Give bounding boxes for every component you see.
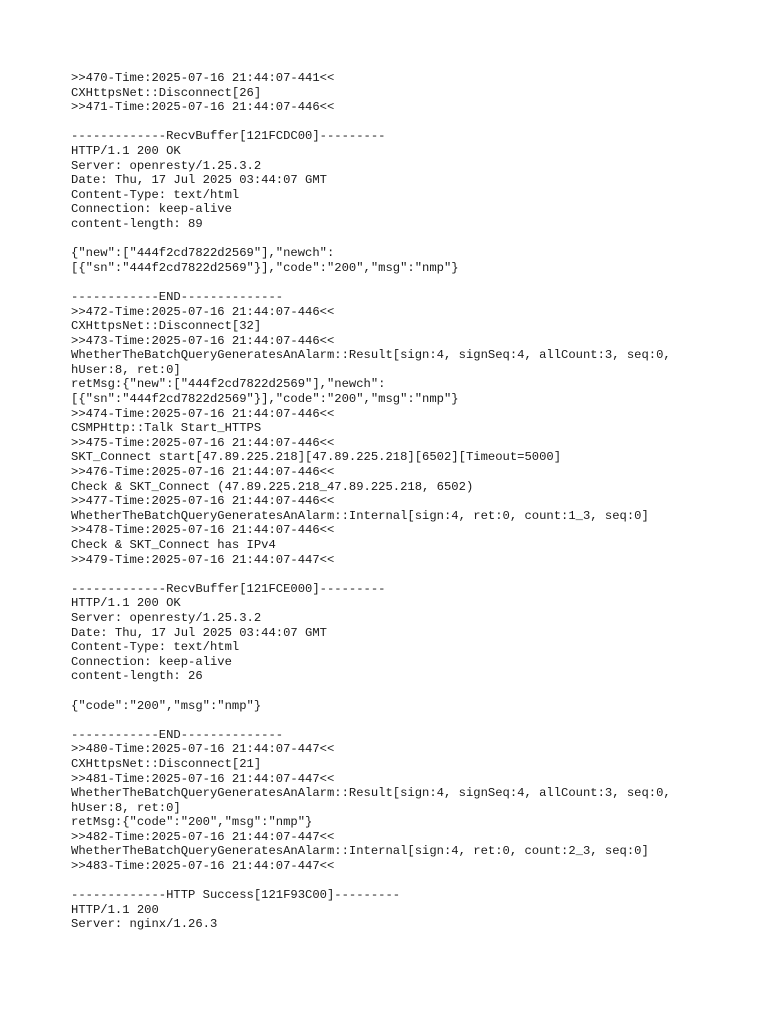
log-line: -------------RecvBuffer[121FCDC00]--------- [71,129,386,144]
log-line: {"code":"200","msg":"nmp"} [71,698,262,713]
log-line: CXHttpsNet::Disconnect[21] [71,756,262,771]
log-line: retMsg:{"new":["444f2cd7822d2569"],"newch": [71,377,386,392]
log-line: retMsg:{"code":"200","msg":"nmp"} [71,815,313,830]
log-line: HTTP/1.1 200 [71,902,159,917]
log-line: HTTP/1.1 200 OK [71,596,181,611]
log-line: Content-Type: text/html [71,187,240,202]
log-line: >>478-Time:2025-07-16 21:44:07-446<< [71,523,335,538]
blank-line [71,567,731,582]
log-line: {"new":["444f2cd7822d2569"],"newch": [71,246,335,261]
log-line: content-length: 26 [71,669,203,684]
log-line: >>482-Time:2025-07-16 21:44:07-447<< [71,829,335,844]
log-line: >>470-Time:2025-07-16 21:44:07-441<< [71,71,335,85]
log-line: HTTP/1.1 200 OK [71,143,181,158]
log-line: ------------END-------------- [71,289,284,304]
log-line: >>479-Time:2025-07-16 21:44:07-447<< [71,552,335,567]
log-line: >>471-Time:2025-07-16 21:44:07-446<< [71,100,335,115]
blank-line [71,232,731,247]
log-line: Connection: keep-alive [71,202,232,217]
log-line: content-length: 89 [71,216,203,231]
log-text-block [71,71,731,932]
log-line: >>472-Time:2025-07-16 21:44:07-446<< [71,304,335,319]
blank-line [71,713,731,728]
log-line: >>480-Time:2025-07-16 21:44:07-447<< [71,742,335,757]
log-line: >>477-Time:2025-07-16 21:44:07-446<< [71,494,335,509]
log-line: hUser:8, ret:0] [71,362,181,377]
log-line: SKT_Connect start[47.89.225.218][47.89.225.218][6502][Timeout=5000] [71,450,562,465]
log-line: Server: nginx/1.26.3 [71,917,218,932]
blank-line [71,684,731,699]
log-line: WhetherTheBatchQueryGeneratesAnAlarm::Result[sign:4, signSeq:4, allCount:3, seq:0, [71,348,671,363]
log-line: >>483-Time:2025-07-16 21:44:07-447<< [71,859,335,874]
log-line: ------------END-------------- [71,727,284,742]
log-line: Server: openresty/1.25.3.2 [71,158,262,173]
log-line: CXHttpsNet::Disconnect[32] [71,319,262,334]
log-line: Date: Thu, 17 Jul 2025 03:44:07 GMT [71,625,327,640]
log-line: Content-Type: text/html [71,640,240,655]
blank-line [71,275,731,290]
log-line: Date: Thu, 17 Jul 2025 03:44:07 GMT [71,173,327,188]
log-line: -------------HTTP Success[121F93C00]--------- [71,888,401,903]
log-line: WhetherTheBatchQueryGeneratesAnAlarm::Internal[sign:4, ret:0, count:1_3, seq:0] [71,508,649,523]
log-line: >>481-Time:2025-07-16 21:44:07-447<< [71,771,335,786]
log-line: >>475-Time:2025-07-16 21:44:07-446<< [71,435,335,450]
log-line: Check & SKT_Connect has IPv4 [71,538,276,552]
log-line: >>474-Time:2025-07-16 21:44:07-446<< [71,406,335,421]
log-line: -------------RecvBuffer[121FCE000]--------- [71,581,386,596]
blank-line [71,874,731,889]
log-line: [{"sn":"444f2cd7822d2569"}],"code":"200","msg":"nmp"} [71,392,459,407]
blank-line [71,115,731,130]
log-line: Check & SKT_Connect (47.89.225.218_47.89.225.218, 6502) [71,479,474,494]
log-line: WhetherTheBatchQueryGeneratesAnAlarm::Result[sign:4, signSeq:4, allCount:3, seq:0, [71,786,671,801]
log-line: WhetherTheBatchQueryGeneratesAnAlarm::Internal[sign:4, ret:0, count:2_3, seq:0] [71,844,649,859]
log-line: Server: openresty/1.25.3.2 [71,610,262,625]
log-line: >>473-Time:2025-07-16 21:44:07-446<< [71,333,335,348]
log-line: hUser:8, ret:0] [71,800,181,815]
log-line: >>476-Time:2025-07-16 21:44:07-446<< [71,465,335,480]
log-line: Connection: keep-alive [71,654,232,669]
log-line: [{"sn":"444f2cd7822d2569"}],"code":"200","msg":"nmp"} [71,260,459,275]
log-line: CXHttpsNet::Disconnect[26] [71,85,262,100]
log-line: CSMPHttp::Talk Start_HTTPS [71,421,262,436]
